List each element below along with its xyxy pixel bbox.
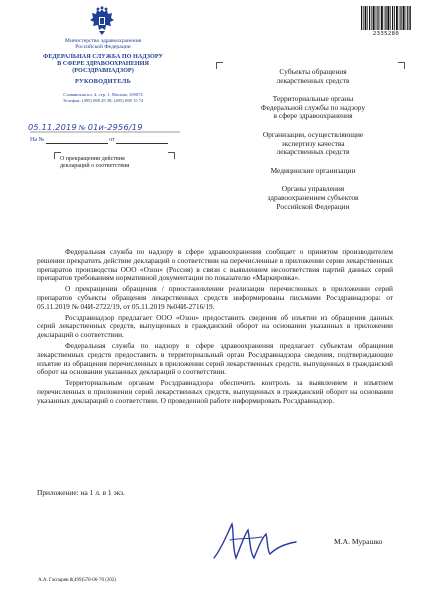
recipient-5-line-1: Органы управления [281, 184, 345, 194]
reply-to-line [30, 137, 180, 144]
recipient-5-line-2: здравоохранением субъектов [267, 192, 359, 202]
registration-underline [30, 131, 180, 133]
recipient-2-line-1: Территориальные органы [272, 94, 354, 104]
body-paragraph-2: О прекращении обращения / приостановлении реализации перечисленных в приложении серий препаратов субъекты обращения лекарственных средств информированы письмами Росздравнадзора: от 05.11.2019 № 04И-2722/19, от 05.11.2019 №04И-2716/19. [37, 284, 393, 311]
barcode [360, 6, 412, 30]
signer-name: М.А. Мурашко [334, 537, 383, 546]
ministry-line-2: Российской Федерации [75, 44, 131, 51]
recipient-1-line-2: лекарственных средств [276, 75, 350, 85]
recipient-3-line-2: экспертизу качества [281, 138, 345, 148]
handwritten-signature [210, 518, 300, 566]
registration-date: 05.11.2019 [28, 122, 77, 132]
body-paragraph-1: Федеральная служба по надзору в сфере здравоохранения сообщает о принятом производителем решении прекратить действие деклараций о соответствии на перечисленные в приложении серии лекарственных препаратов производства ООО «Озон» (Россия) в связи с выявлением несоответствия партий данных серий препаратов требованиям нормативной документации по показателю «Маркировка». [37, 247, 393, 283]
recipient-3 [238, 131, 388, 157]
body-paragraph-4: Федеральная служба по надзору в сфере здравоохранения предлагает субъектам обращения лекарственных средств предоставить в территориальный орган Росздравнадзора сведения, подтверждающие изъятие из обращения перечисленных в приложении серий лекарственных средств, выпущенных в гражданский оборот на основании указанных деклараций о соответствии. [37, 340, 393, 377]
recipient-1-line-1: Субъекты обращения [279, 67, 347, 76]
letter-subject [60, 156, 200, 171]
recipients-block [238, 68, 388, 221]
agency-line-3: (РОСЗДРАВНАДЗОР) [72, 67, 134, 75]
barcode-number: 2335280 [372, 31, 400, 37]
on-no-label: На № [30, 137, 45, 143]
ministry-name [40, 38, 166, 51]
registration-number: 01и-2956/19 [87, 122, 143, 132]
agency-name [34, 53, 172, 75]
recipient-1 [238, 68, 388, 85]
recipient-2-line-3: в сфере здравоохранения [273, 111, 353, 121]
recipients-bracket-tr [398, 62, 405, 69]
coat-of-arms-emblem [88, 6, 116, 36]
recipient-4 [238, 167, 388, 176]
on-no-blank [46, 137, 108, 144]
body-paragraph-3: Росздравнадзор предлагает ООО «Озон» предоставить сведения об изъятии из обращения данных серий лекарственных средств, выпущенных в гражданский оборот на основании указанных в приложении деклараций о соответствии. [37, 312, 393, 340]
from-label: от [109, 137, 115, 143]
body-paragraph-5: Территориальным органам Росздравнадзора обеспечить контроль за выявлением и изъятием перечисленных в приложении серий лекарственных средств, выпущенных в гражданский оборот на основании указанных деклараций о соответствии. О проведенной работе информировать Росздравнадзор. [37, 378, 393, 405]
recipient-5-line-3: Российской Федерации [276, 201, 350, 211]
recipients-bracket-tl [216, 62, 223, 69]
letter-body [37, 248, 393, 408]
recipient-2-line-2: Федеральной службы по надзору [260, 102, 366, 112]
executor-contact: А.А. Гаспарян 8(499)578-06-70 (302) [38, 578, 117, 583]
ministry-line-1: Министерство здравоохранения [64, 38, 142, 44]
agency-address [40, 92, 166, 103]
recipient-3-line-3: лекарственных средств [276, 147, 350, 157]
subject-line-1: О прекращении действия [60, 156, 125, 162]
agency-line-2: В СФЕРЕ ЗДРАВООХРАНЕНИЯ [57, 60, 149, 68]
agency-line-1: ФЕДЕРАЛЬНАЯ СЛУЖБА ПО НАДЗОРУ [43, 53, 163, 60]
subject-line-2: деклараций о соответствии [60, 163, 130, 170]
recipient-5 [238, 185, 388, 211]
address-line-2: Телефон: (495) 698 45 38; (495) 698 15 74 [62, 97, 144, 103]
recipient-3-line-1: Организации, осуществляющие [262, 129, 364, 139]
address-line-1: Славянская пл. 4, стр. 1, Москва, 109074 [63, 92, 143, 97]
doc-number-sign: № [78, 123, 86, 132]
head-title: РУКОВОДИТЕЛЬ [75, 78, 131, 85]
recipient-4-line-1: Медицинские организации [270, 165, 356, 175]
recipient-2 [238, 95, 388, 121]
from-blank [116, 137, 168, 144]
attachment-note: Приложение: на 1 л. в 1 экз. [37, 488, 125, 497]
